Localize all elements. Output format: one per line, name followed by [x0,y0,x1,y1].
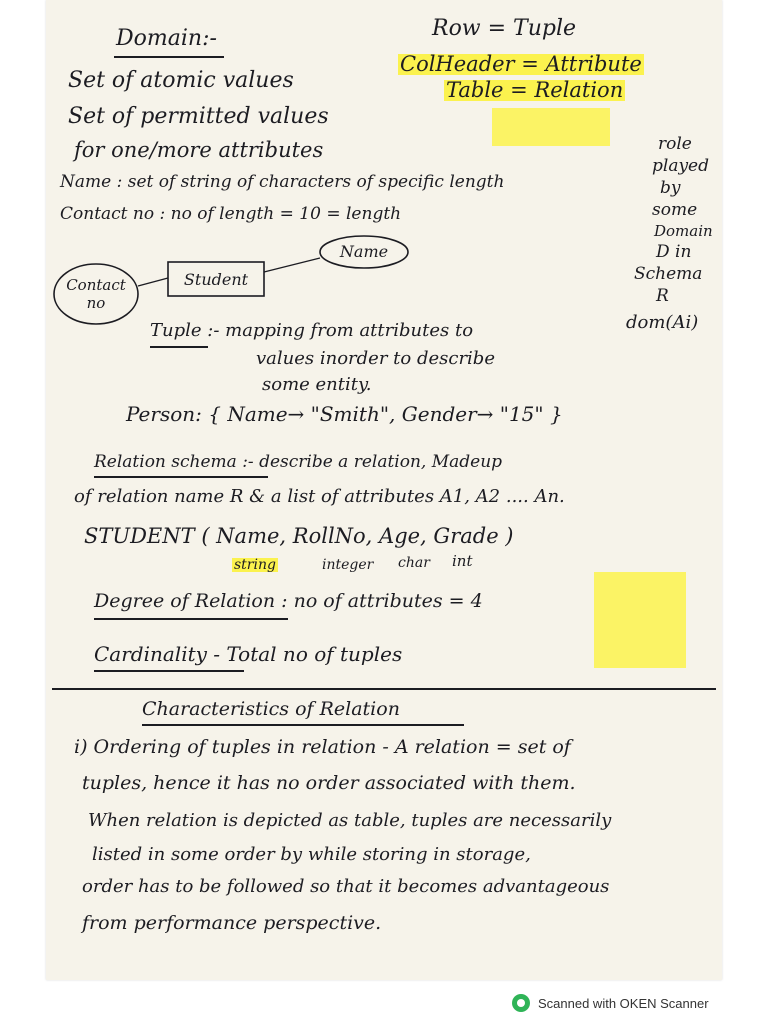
tuple-definition-3: some entity. [262,374,372,395]
degree-of-relation: Degree of Relation : no of attributes = 4 [94,590,483,612]
diagram-contact-label: Contact [66,276,126,294]
row-tuple-line: Row = Tuple [432,16,577,41]
relation-schema-underline [94,476,268,478]
section-divider [52,688,716,690]
notebook-page [46,0,722,980]
diagram-student-label: Student [183,270,249,289]
contact-link [138,278,168,286]
characteristics-heading: Characteristics of Relation [142,698,400,720]
domain-def-2: Set of permitted values [68,104,329,129]
cardinality: Cardinality - Total no of tuples [94,642,403,666]
side-note-1: role [658,134,692,154]
ordering-line-5: order has to be followed so that it becomes advantageous [82,876,610,897]
cardinality-underline [94,670,244,672]
scanner-logo-icon [512,994,530,1012]
name-definition: Name : set of string of characters of specific length [60,172,505,192]
tuple-definition-1: Tuple :- mapping from attributes to [150,320,474,341]
side-note-7: Schema [634,264,703,284]
ordering-line-2: tuples, hence it has no order associated with them. [82,772,576,794]
tuple-definition-2: values inorder to describe [256,348,495,369]
name-link [264,258,320,272]
scanner-text: Scanned with OKEN Scanner [538,995,709,1011]
contact-definition: Contact no : no of length = 10 = length [60,204,402,224]
highlight-mark [594,572,686,668]
ordering-line-3: When relation is depicted as table, tuples are necessarily [88,810,612,831]
domain-underline [114,56,224,58]
side-note-8: R [656,286,669,306]
type-string: string [234,557,276,573]
ordering-line-4: listed in some order by while storing in storage, [92,844,531,865]
side-note-6: D in [656,242,692,262]
domain-def-1: Set of atomic values [68,68,294,93]
domain-heading: Domain:- [116,26,217,51]
relation-schema-line-2: of relation name R & a list of attributes A1, A2 .... An. [74,486,565,507]
characteristics-underline [142,724,464,726]
side-note-2: played [652,156,710,176]
type-integer: integer [322,557,374,573]
diagram-name-label: Name [339,242,389,261]
domain-def-3: for one/more attributes [74,138,324,162]
student-schema: STUDENT ( Name, RollNo, Age, Grade ) [84,524,514,548]
highlight-mark [492,108,610,146]
side-note-5: Domain [654,222,713,240]
scanner-footer [512,993,709,1013]
tuple-underline [150,346,208,348]
diagram-no-label: no [86,294,106,312]
table-relation-line: Table = Relation [446,78,624,102]
colheader-attribute-line: ColHeader = Attribute [400,52,642,76]
ordering-line-1: i) Ordering of tuples in relation - A relation = set of [74,736,571,758]
side-note-4: some [652,200,698,220]
ordering-line-6: from performance perspective. [82,912,382,934]
degree-underline [94,618,288,620]
entity-diagram [46,228,446,328]
side-note-3: by [660,178,681,198]
type-int: int [452,552,473,570]
side-note-9: dom(Ai) [626,312,699,333]
type-char: char [398,555,430,571]
person-example: Person: { Name→ "Smith", Gender→ "15" } [126,402,563,426]
relation-schema-line-1: Relation schema :- describe a relation, Madeup [94,452,503,472]
